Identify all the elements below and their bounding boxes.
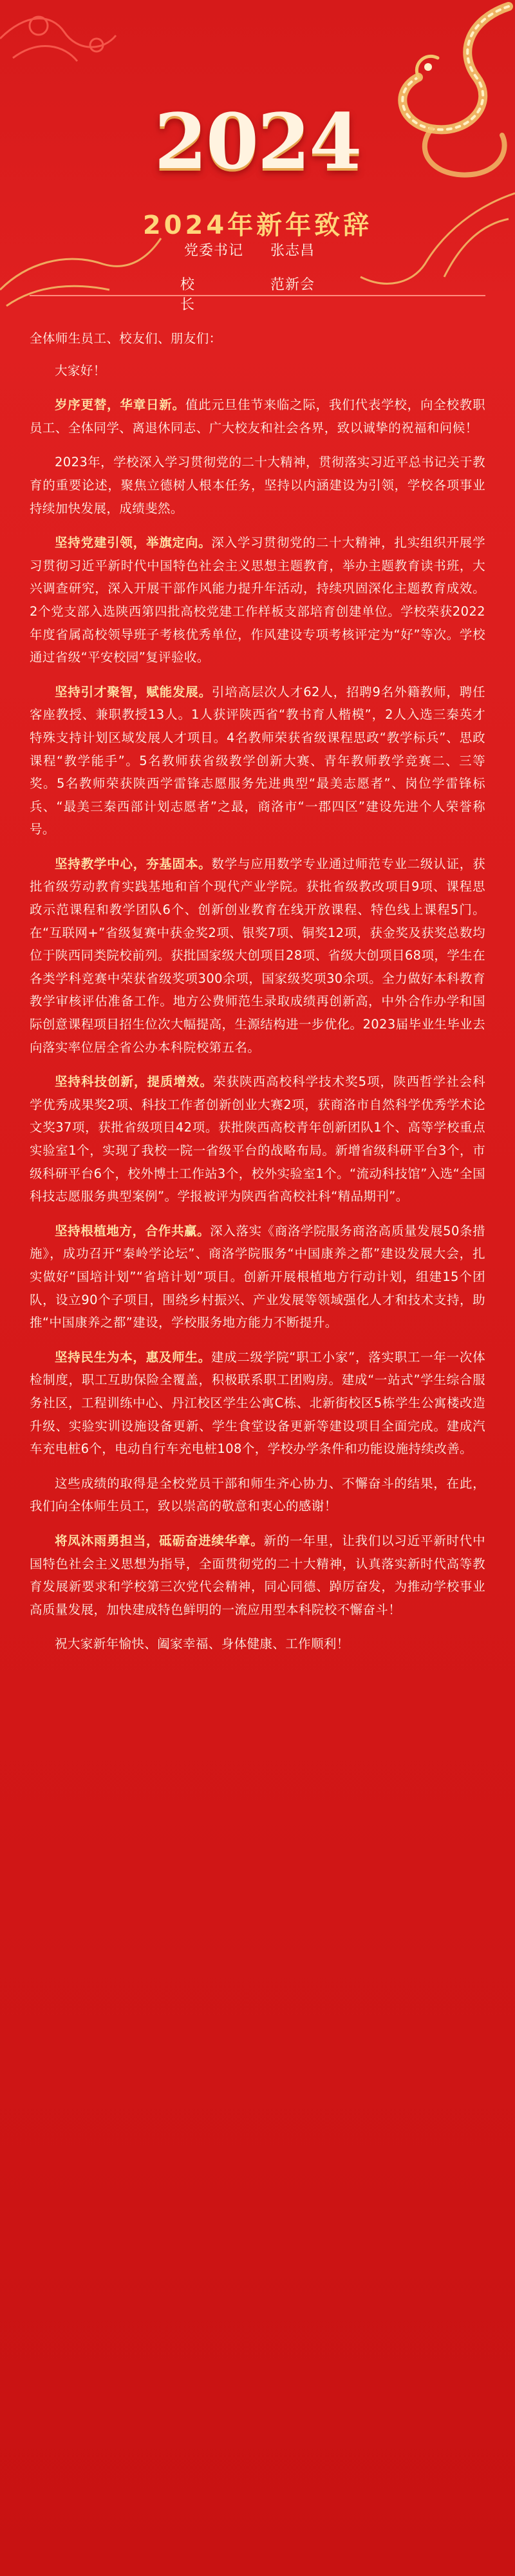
paragraph-lead: 坚持党建引领，举旗定向。 — [55, 535, 212, 551]
header-divider — [30, 295, 485, 296]
paragraph-talent — [30, 681, 485, 841]
signatory-president — [0, 274, 515, 314]
paragraph-local-service — [30, 1220, 485, 1334]
paragraph-teaching — [30, 853, 485, 1059]
paragraph-text: 荣获陕西高校科学技术奖5项，陕西哲学社会科学优秀成果奖2项、科技工作者创新创业大赛2项，获商洛市自然科学优秀学术论文奖37项，获批省级项目42项。获批陕西高校青年创新团队1个、高等学校重点实验室1个，实现了我校一院一省级平台的战略布局。新增省级科研平台3个，市级科研平台6个，校外博士工作站3个，校外实验室1个。“流动科技馆”入选“全国科技志愿服务典型案例”。学报被评为陕西省高校社科“精品期刊”。 — [30, 1074, 485, 1204]
paragraph-welfare — [30, 1346, 485, 1461]
signatory-name: 张志昌 — [270, 243, 315, 259]
paragraph-party-building — [30, 531, 485, 669]
paragraph-lead: 坚持教学中心，夯基固本。 — [55, 856, 212, 871]
signatory-role: 党委书记 — [183, 243, 243, 259]
paragraph-text: 这些成绩的取得是全校党员干部和师生齐心协力、不懈奋斗的结果，在此，我们向全体师生员工，致以崇高的敬意和衷心的感谢！ — [30, 1475, 485, 1514]
letter-body — [30, 327, 485, 1668]
closing-wish: 祝大家新年愉快、阖家幸福、身体健康、工作顺利！ — [55, 1636, 350, 1652]
header-banner — [0, 0, 515, 313]
paragraph-lead: 坚持民生为本，惠及师生。 — [55, 1349, 211, 1365]
signatory-name: 范新会 — [270, 277, 315, 293]
paragraph-lead: 岁序更替，华章日新。 — [55, 397, 185, 413]
paragraph-text: 深入落实《商洛学院服务商洛高质量发展50条措施》，成功召开“秦岭学论坛”、商洛学院服务“中国康养之都”建设发展大会，扎实做好“国培计划”“省培计划”项目。创新开展根植地方行动计划，组建15个团队，设立90个子项目，围绕乡村振兴、产业发展等领域强化人才和技术支持，助推“中国康养之都”建设，学校服务地方能力不断提升。 — [30, 1223, 485, 1331]
auspicious-cloud-icon — [0, 0, 161, 77]
paragraph-text: 深入学习贯彻党的二十大精神，扎实组织开展学习贯彻习近平新时代中国特色社会主义思想主题教育，举办主题教育读书班，大兴调查研究，深入开展干部作风能力提升年活动，持续巩固深化主题教育成效。2个党支部入选陕西第四批高校党建工作样板支部培育创建单位。学校荣获2022年度省属高校领导班子考核优秀单位，作风建设专项考核评定为“好”等次。学校通过省级“平安校园”复评验收。 — [30, 535, 485, 665]
paragraph-lead: 坚持引才聚智，赋能发展。 — [55, 684, 212, 699]
paragraph-text: 新的一年里，让我们以习近平新时代中国特色社会主义思想为指导，全面贯彻党的二十大精神，认真落实新时代高等教育发展新要求和学校第三次党代会精神，同心同德、踔厉奋发，为推动学校事业高质量发展，加快建成特色鲜明的一流应用型本科院校不懈奋斗！ — [30, 1533, 485, 1617]
signatories — [0, 240, 515, 328]
paragraph-lead: 将凤沐雨勇担当，砥砺奋进续华章。 — [55, 1533, 264, 1548]
paragraph-text: 值此元旦佳节来临之际，我们代表学校，向全校教职员工、全体同学、离退休同志、广大校友和社会各界，致以诚挚的祝福和问候！ — [30, 397, 485, 435]
paragraph-text: 引培高层次人才62人，招聘9名外籍教师，聘任客座教授、兼职教授13人。1人获评陕西省“教书育人楷模”，2人入选三秦英才特殊支持计划区域发展人才项目。4名教师荣获省级课程思政“教学标兵”、思政课程“教学能手”。5名教师获省级教学创新大赛、青年教师教学竞赛二、三等奖。5名教师荣获陕西学雷锋志愿服务先进典型“最美志愿者”、岗位学雷锋标兵、“最美三秦西部计划志愿者”之最，商洛市“一郡四区”建设先进个人荣誉称号。 — [30, 684, 485, 837]
page-title: 2024年新年致辞 — [142, 211, 373, 240]
signatory-party-secretary — [0, 240, 515, 260]
paragraph-lead: 坚持科技创新，提质增效。 — [55, 1074, 214, 1090]
signatory-role: 校长 — [180, 277, 214, 313]
paragraph-text: 2023年，学校深入学习贯彻党的二十大精神，贯彻落实习近平总书记关于教育的重要论述，聚焦立德树人根本任务，坚持以内涵建设为引领，学校各项事业持续加快发展，成绩斐然。 — [30, 455, 485, 516]
paragraph-lead: 坚持根植地方，合作共赢。 — [55, 1223, 211, 1238]
year-2024-logo: 2024 — [154, 97, 361, 186]
greeting: 大家好！ — [55, 363, 106, 378]
paragraph-text: 建成二级学院“职工小家”，落实职工一年一次体检制度，职工互助保险全覆盖，积极联系职工团购房。建成“一站式”学生综合服务社区，工程训练中心、丹江校区学生公寓C栋、北新街校区5栋学生公寓楼改造升级、实验实训设施设备更新、学生食堂设备更新等建设项目全面完成。建成汽车充电桩6个，电动自行车充电桩108个，学校办学条件和功能设施持续改善。 — [30, 1349, 485, 1457]
paragraph-outlook — [30, 1530, 485, 1621]
paragraph-intro — [30, 393, 485, 439]
salutation: 全体师生员工、校友们、朋友们： — [30, 331, 222, 346]
paragraph-overview — [30, 451, 485, 520]
paragraph-research — [30, 1070, 485, 1208]
paragraph-thanks — [30, 1472, 485, 1518]
paragraph-text: 数学与应用数学专业通过师范专业二级认证，获批省级劳动教育实践基地和首个现代产业学院。获批省级教改项目9项、课程思政示范课程和教学团队6个、创新创业教育在线开放课程、特色线上课程5门。在“互联网+”省级复赛中获金奖2项、银奖7项、铜奖12项，获金奖及获奖总数均位于陕西同类院校前列。获批国家级大创项目28项、省级大创项目68项，学生在各类学科竞赛中荣获省级奖项300余项，国家级奖项30余项。全力做好本科教育教学审核评估准备工作。地方公费师范生录取成绩再创新高，中外合作办学和国际创意课程项目招生位次大幅提高，生源结构进一步优化。2023届毕业生毕业去向落实率位居全省公办本科院校第五名。 — [30, 856, 485, 1055]
